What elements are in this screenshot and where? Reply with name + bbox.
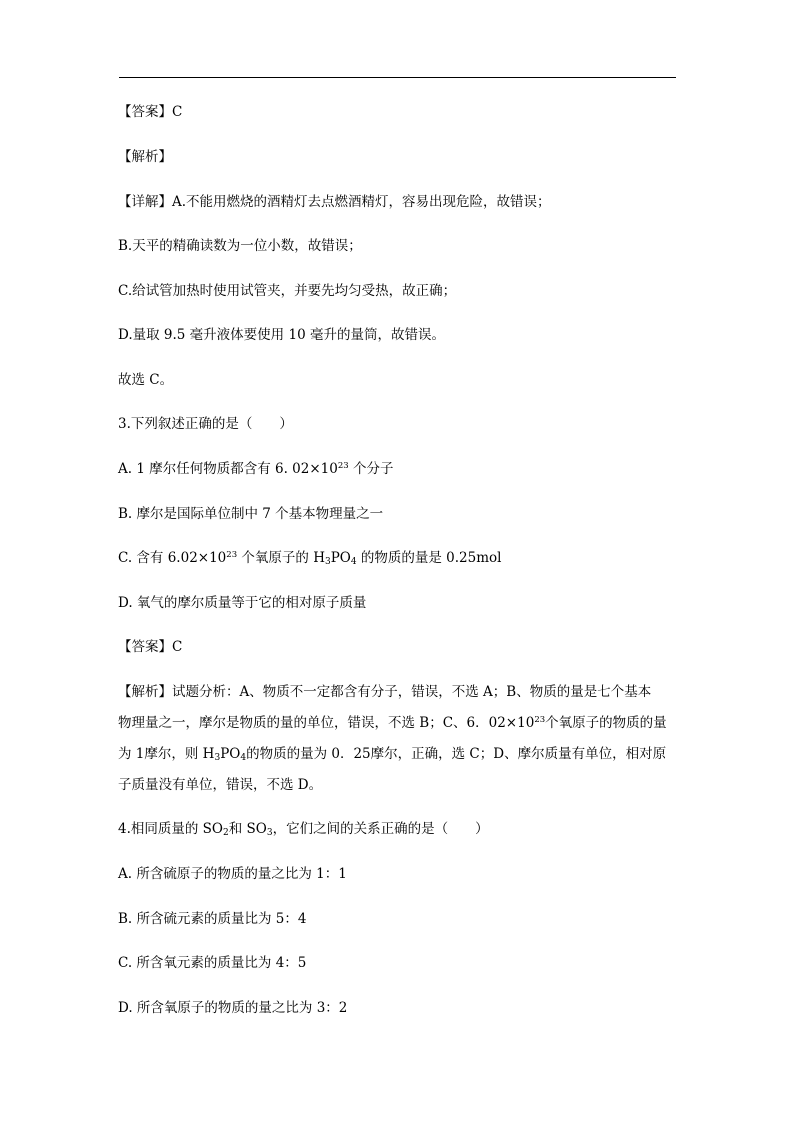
q3-analysis-line-2: 物理量之一，摩尔是物质的量的单位，错误，不选 B；C、6．$02\times 10^{23}$个氧原子的物质的量 bbox=[118, 715, 667, 731]
q3-analysis-line-3: 为 1摩尔，则 $H_3PO_4$的物质的量为 0．25摩尔，正确，选 C；D、摩尔质量有单位，相对原 bbox=[118, 746, 667, 763]
q3-stem: 3.下列叙述正确的是（ ） bbox=[118, 416, 293, 432]
q2-option-d-note: D.量取 9.5 毫升液体要使用 10 毫升的量筒，故错误。 bbox=[118, 327, 445, 343]
q2-option-c-note: C.给试管加热时使用试管夹，并要先均匀受热，故正确； bbox=[118, 283, 457, 299]
q3-option-c: C. 含有 $6.02\times 10^{23}$ 个氧原子的 $H_3PO_4$ 的物质的量是 0.25mol bbox=[118, 550, 502, 567]
q4-option-d: D. 所含氧原子的物质的量之比为 3：2 bbox=[118, 1000, 348, 1016]
q3-option-d: D. 氧气的摩尔质量等于它的相对原子质量 bbox=[118, 595, 367, 611]
q3-answer: 【答案】C bbox=[118, 639, 183, 655]
header-rule bbox=[119, 77, 676, 78]
q4-option-b: B. 所含硫元素的质量比为 5：4 bbox=[118, 911, 307, 927]
q4-option-c: C. 所含氧元素的质量比为 4：5 bbox=[118, 955, 307, 971]
q2-analysis-heading: 【解析】 bbox=[118, 149, 172, 165]
q4-option-a: A. 所含硫原子的物质的量之比为 1：1 bbox=[118, 866, 347, 882]
q2-answer: 【答案】C bbox=[118, 104, 183, 120]
q3-option-a: A. 1 摩尔任何物质都含有 6. $02\times 10^{23}$ 个分子 bbox=[118, 461, 394, 477]
q2-option-b-note: B.天平的精确读数为一位小数，故错误； bbox=[118, 238, 362, 254]
q3-option-b: B. 摩尔是国际单位制中 7 个基本物理量之一 bbox=[118, 506, 384, 522]
q2-detail: 【详解】A.不能用燃烧的酒精灯去点燃酒精灯，容易出现危险，故错误； bbox=[118, 194, 551, 210]
q2-choice: 故选 C。 bbox=[118, 372, 174, 388]
q3-analysis-line-1: 【解析】试题分析：A、物质不一定都含有分子，错误，不选 A；B、物质的量是七个基本 bbox=[118, 684, 652, 700]
q4-stem: 4.相同质量的 $SO_2$和 $SO_3$，它们之间的关系正确的是（ ） bbox=[118, 821, 489, 838]
q3-analysis-line-4: 子质量没有单位，错误，不选 D。 bbox=[118, 777, 323, 793]
